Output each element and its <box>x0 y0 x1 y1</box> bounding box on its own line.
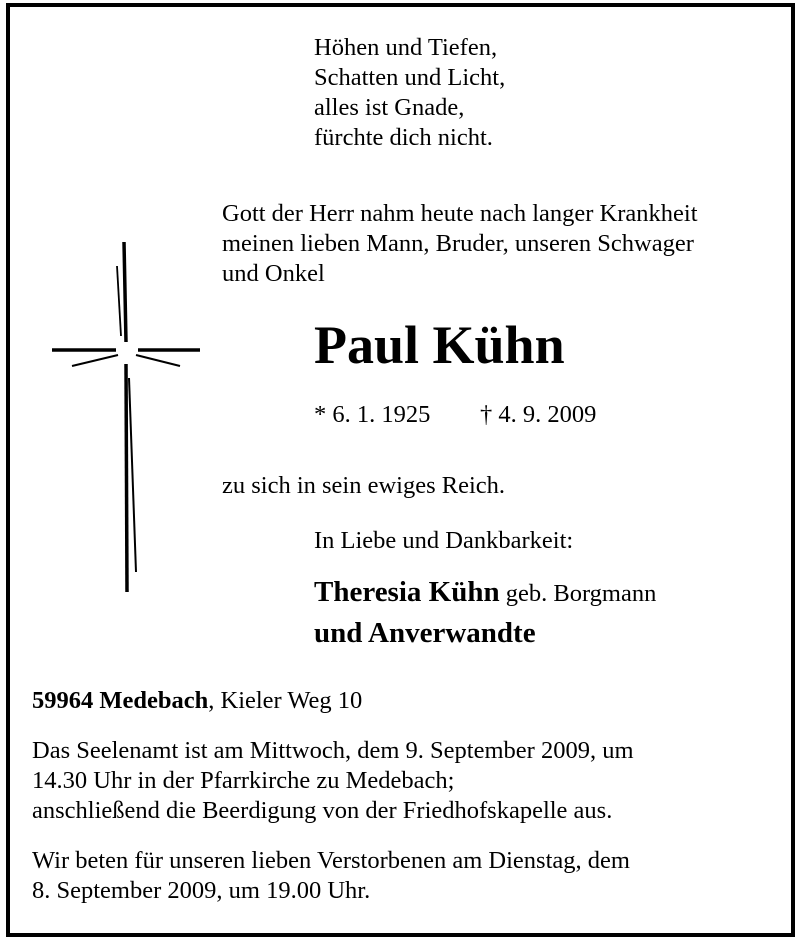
intro-line: und Onkel <box>222 260 325 287</box>
intro-text <box>222 199 698 289</box>
poem-line: Schatten und Licht, <box>314 64 506 91</box>
mourner-line <box>314 577 656 609</box>
service-info <box>32 736 634 826</box>
intro-line: Gott der Herr nahm heute nach langer Krankheit <box>222 200 698 227</box>
birth-date: * 6. 1. 1925 <box>314 401 431 428</box>
poem <box>314 33 505 153</box>
intro-line: meinen lieben Mann, Bruder, unseren Schwager <box>222 230 694 257</box>
prayer-info <box>32 846 630 906</box>
cross-icon <box>40 230 210 600</box>
mourner-name: Theresia Kühn <box>314 576 500 608</box>
prayer-line: 8. September 2009, um 19.00 Uhr. <box>32 877 371 904</box>
mourner-maiden-name: geb. Borgmann <box>505 580 657 607</box>
death-date: † 4. 9. 2009 <box>480 401 597 428</box>
relatives-line: und Anverwandte <box>314 617 536 649</box>
service-line: Das Seelenamt ist am Mittwoch, dem 9. September 2009, um <box>32 737 634 764</box>
closing-line: zu sich in sein ewiges Reich. <box>222 472 506 499</box>
address <box>32 686 362 716</box>
prayer-line: Wir beten für unseren lieben Verstorbenen am Dienstag, dem <box>32 847 630 874</box>
deceased-name: Paul Kühn <box>314 315 565 375</box>
address-street: , Kieler Weg 10 <box>208 687 363 714</box>
poem-line: fürchte dich nicht. <box>314 124 493 151</box>
poem-line: alles ist Gnade, <box>314 94 465 121</box>
address-city: 59964 Medebach <box>32 687 209 714</box>
service-line: 14.30 Uhr in der Pfarrkirche zu Medebach; <box>32 767 455 794</box>
mourners-intro: In Liebe und Dankbarkeit: <box>314 527 574 554</box>
service-line: anschließend die Beerdigung von der Friedhofskapelle aus. <box>32 797 613 824</box>
poem-line: Höhen und Tiefen, <box>314 34 498 61</box>
